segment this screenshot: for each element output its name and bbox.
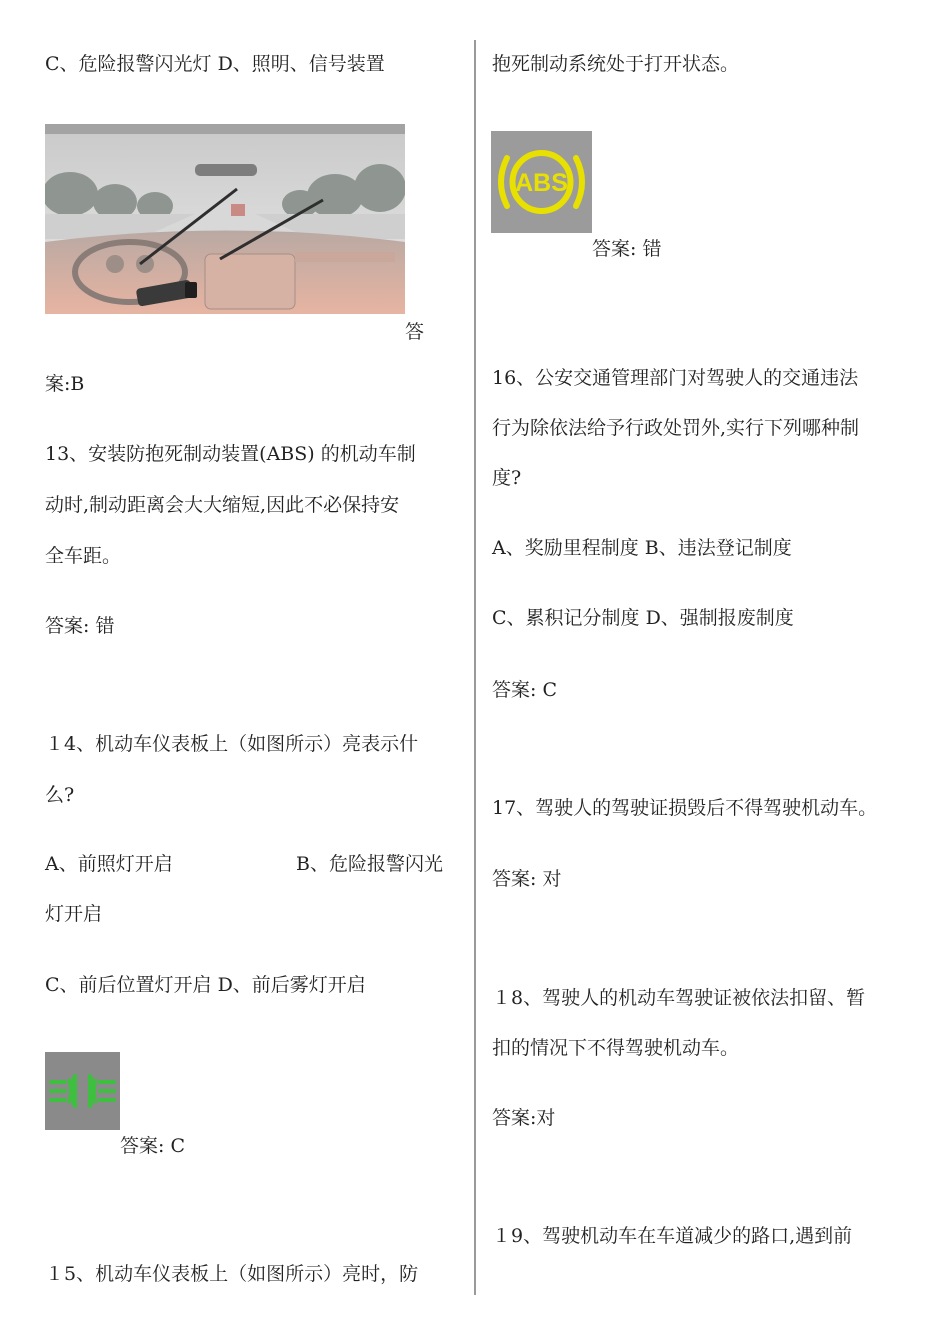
- answer12-part2: 案:B: [45, 373, 85, 395]
- q13-text-line2: 动时,制动距离会大大缩短,因此不必保持安: [45, 494, 400, 516]
- q16-options-a-b: A、奖励里程制度 B、违法登记制度: [492, 537, 792, 559]
- q13-text-line3: 全车距。: [45, 545, 122, 567]
- answer12-part1: 答: [405, 321, 425, 343]
- abs-indicator-image: [491, 131, 592, 233]
- q14-text-line2: 么?: [45, 784, 75, 806]
- q16-answer: 答案: C: [492, 679, 557, 701]
- q16-options-c-d: C、累积记分制度 D、强制报废制度: [492, 607, 794, 629]
- q14-option-b-line1: B、危险报警闪光: [296, 853, 443, 875]
- q18-answer: 答案:对: [492, 1107, 556, 1129]
- fog-light-icon: [45, 1052, 120, 1130]
- q19-text-line1: １9、驾驶机动车在车道减少的路口,遇到前: [492, 1225, 853, 1247]
- q15-text-line2: 抱死制动系统处于打开状态。: [492, 53, 740, 75]
- column-divider: [474, 40, 476, 1295]
- q12-options-c-d: C、危险报警闪光灯 D、照明、信号装置: [45, 53, 385, 75]
- q16-text-line2: 行为除依法给予行政处罚外,实行下列哪种制: [492, 417, 860, 439]
- q17-answer: 答案: 对: [492, 868, 562, 890]
- q18-text-line2: 扣的情况下不得驾驶机动车。: [492, 1037, 740, 1059]
- fog-light-indicator-image: [45, 1052, 120, 1130]
- windshield-wiper-image: [45, 124, 405, 314]
- q17-text: 17、驾驶人的驾驶证损毁后不得驾驶机动车。: [492, 797, 878, 819]
- q14-text-line1: １4、机动车仪表板上（如图所示）亮表示什: [45, 733, 419, 755]
- q18-text-line1: １8、驾驶人的机动车驾驶证被依法扣留、暂: [492, 987, 866, 1009]
- q15-text-line1: １5、机动车仪表板上（如图所示）亮时，防: [45, 1263, 419, 1285]
- q16-text-line1: 16、公安交通管理部门对驾驶人的交通违法: [492, 367, 859, 389]
- q14-option-b-line2: 灯开启: [45, 903, 103, 925]
- q14-options-c-d: C、前后位置灯开启 D、前后雾灯开启: [45, 974, 366, 996]
- abs-icon-label: ABS: [515, 169, 568, 197]
- q14-answer: 答案: C: [120, 1135, 185, 1157]
- q16-text-line3: 度?: [492, 467, 522, 489]
- q13-text-line1: 13、安装防抱死制动装置(ABS) 的机动车制: [45, 443, 416, 465]
- windshield-wiper-illustration: [45, 124, 405, 314]
- q14-option-a: A、前照灯开启: [45, 853, 173, 875]
- abs-icon: [491, 131, 592, 233]
- q13-answer: 答案: 错: [45, 615, 115, 637]
- q15-answer: 答案: 错: [592, 238, 662, 260]
